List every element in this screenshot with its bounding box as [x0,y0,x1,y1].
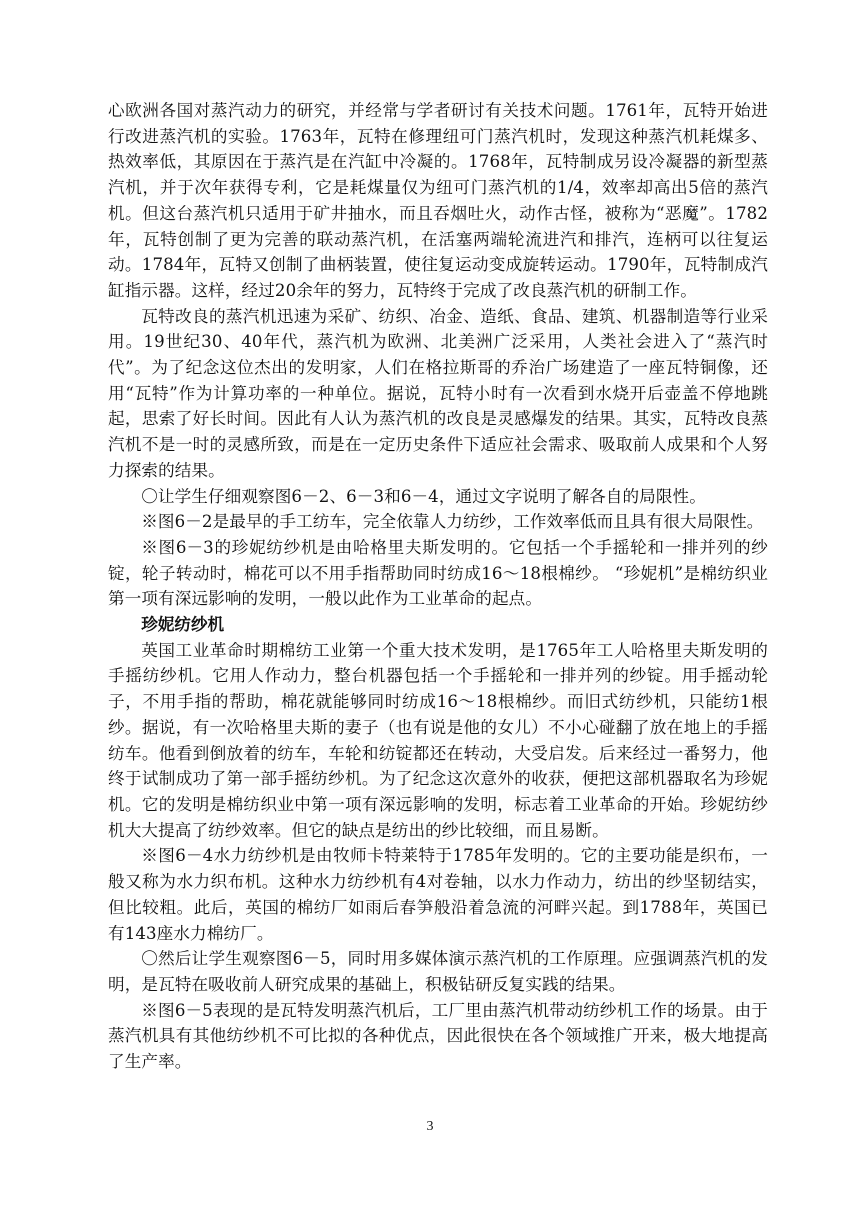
paragraph-figure-6-2: ※图6－2是最早的手工纺车，完全依靠人力纺纱，工作效率低而且具有很大局限性。 [141,512,764,532]
paragraph-observe-figure-6-5: 〇然后让学生观察图6－5，同时用多媒体演示蒸汽机的工作原理。应强调蒸汽机的发明，是瓦特在吸收前人研究成果的基础上，积极钻研反复实践的结果。 [108,949,768,994]
paragraph-jenny-description: 英国工业革命时期棉纺工业第一个重大技术发明，是1765年工人哈格里夫斯发明的手摇纺纱机。它用人作动力，整台机器包括一个手摇轮和一排并列的纱锭。用手摇动轮子，不用手指的帮助，棉花就能够同时纺成16～18根棉纱。而旧式纺纱机，只能纺1根纱。据说，有一次哈格里夫斯的妻子（也有说是他的女儿）不小心碰翻了放在地上的手摇纺车。他看到倒放着的纺车，车轮和纺锭都还在转动，大受启发。后来经过一番努力，他终于试制成功了第一部手摇纺纱机。为了纪念这次意外的收获，便把这部机器取名为珍妮机。它的发明是棉纺织业中第一项有深远影响的发明，标志着工业革命的开始。珍妮纺纱机大大提高了纺纱效率。但它的缺点是纺出的纱比较细，而且易断。 [108,640,768,840]
page-number: 3 [426,1119,434,1134]
section-heading-jenny: 珍妮纺纱机 [141,615,225,635]
paragraph-figure-6-5: ※图6－5表现的是瓦特发明蒸汽机后，工厂里由蒸汽机带动纺纱机工作的场景。由于蒸汽机具有其他纺纱机不可比拟的各种优点，因此很快在各个领域推广开来，极大地提高了生产率。 [108,1000,768,1072]
paragraph-observe-figures: 〇让学生仔细观察图6－2、6－3和6－4，通过文字说明了解各自的局限性。 [141,486,706,506]
page-body [108,98,768,1075]
paragraph-steam-engine-adoption: 瓦特改良的蒸汽机迅速为采矿、纺织、冶金、造纸、食品、建筑、机器制造等行业采用。19世纪30、40年代，蒸汽机为欧洲、北美洲广泛采用，人类社会进入了“蒸汽时代”。为了纪念这位杰出的发明家，人们在格拉斯哥的乔治广场建造了一座瓦特铜像，还用“瓦特”作为计算功率的一种单位。据说，瓦特小时有一次看到水烧开后壶盖不停地跳起，思索了好长时间。因此有人认为蒸汽机的改良是灵感爆发的结果。其实，瓦特改良蒸汽机不是一时的灵感所致，而是在一定历史条件下适应社会需求、吸取前人成果和个人努力探索的结果。 [108,306,768,480]
paragraph-watt-steam-engine-history: 心欧洲各国对蒸汽动力的研究，并经常与学者研讨有关技术问题。1761年，瓦特开始进行改进蒸汽机的实验。1763年，瓦特在修理纽可门蒸汽机时，发现这种蒸汽机耗煤多、热效率低，其原因在于蒸汽是在汽缸中冷凝的。1768年，瓦特制成另设冷凝器的新型蒸汽机，并于次年获得专利，它是耗煤量仅为纽可门蒸汽机的1/4，效率却高出5倍的蒸汽机。但这台蒸汽机只适用于矿井抽水，而且吞烟吐火，动作古怪，被称为“恶魔”。1782年，瓦特创制了更为完善的联动蒸汽机，在活塞两端轮流进汽和排汽，连柄可以往复运动。1784年，瓦特又创制了曲柄装置，使往复运动变成旋转运动。1790年，瓦特制成汽缸指示器。这样，经过20余年的努力，瓦特终于完成了改良蒸汽机的研制工作。 [108,101,768,300]
paragraph-figure-6-4: ※图6－4水力纺纱机是由牧师卡特莱特于1785年发明的。它的主要功能是织布，一般又称为水力织布机。这种水力纺纱机有4对卷轴，以水力作动力，纺出的纱坚韧结实，但比较粗。此后，英国的棉纺厂如雨后春笋般沿着急流的河畔兴起。到1788年，英国已有143座水力棉纺厂。 [108,846,768,943]
paragraph-figure-6-3: ※图6－3的珍妮纺纱机是由哈格里夫斯发明的。它包括一个手摇轮和一排并列的纱锭，轮子转动时，棉花可以不用手指帮助同时纺成16～18根棉纱。 “珍妮机”是棉纺织业第一项有深远影响的发明，一般以此作为工业革命的起点。 [108,537,768,609]
